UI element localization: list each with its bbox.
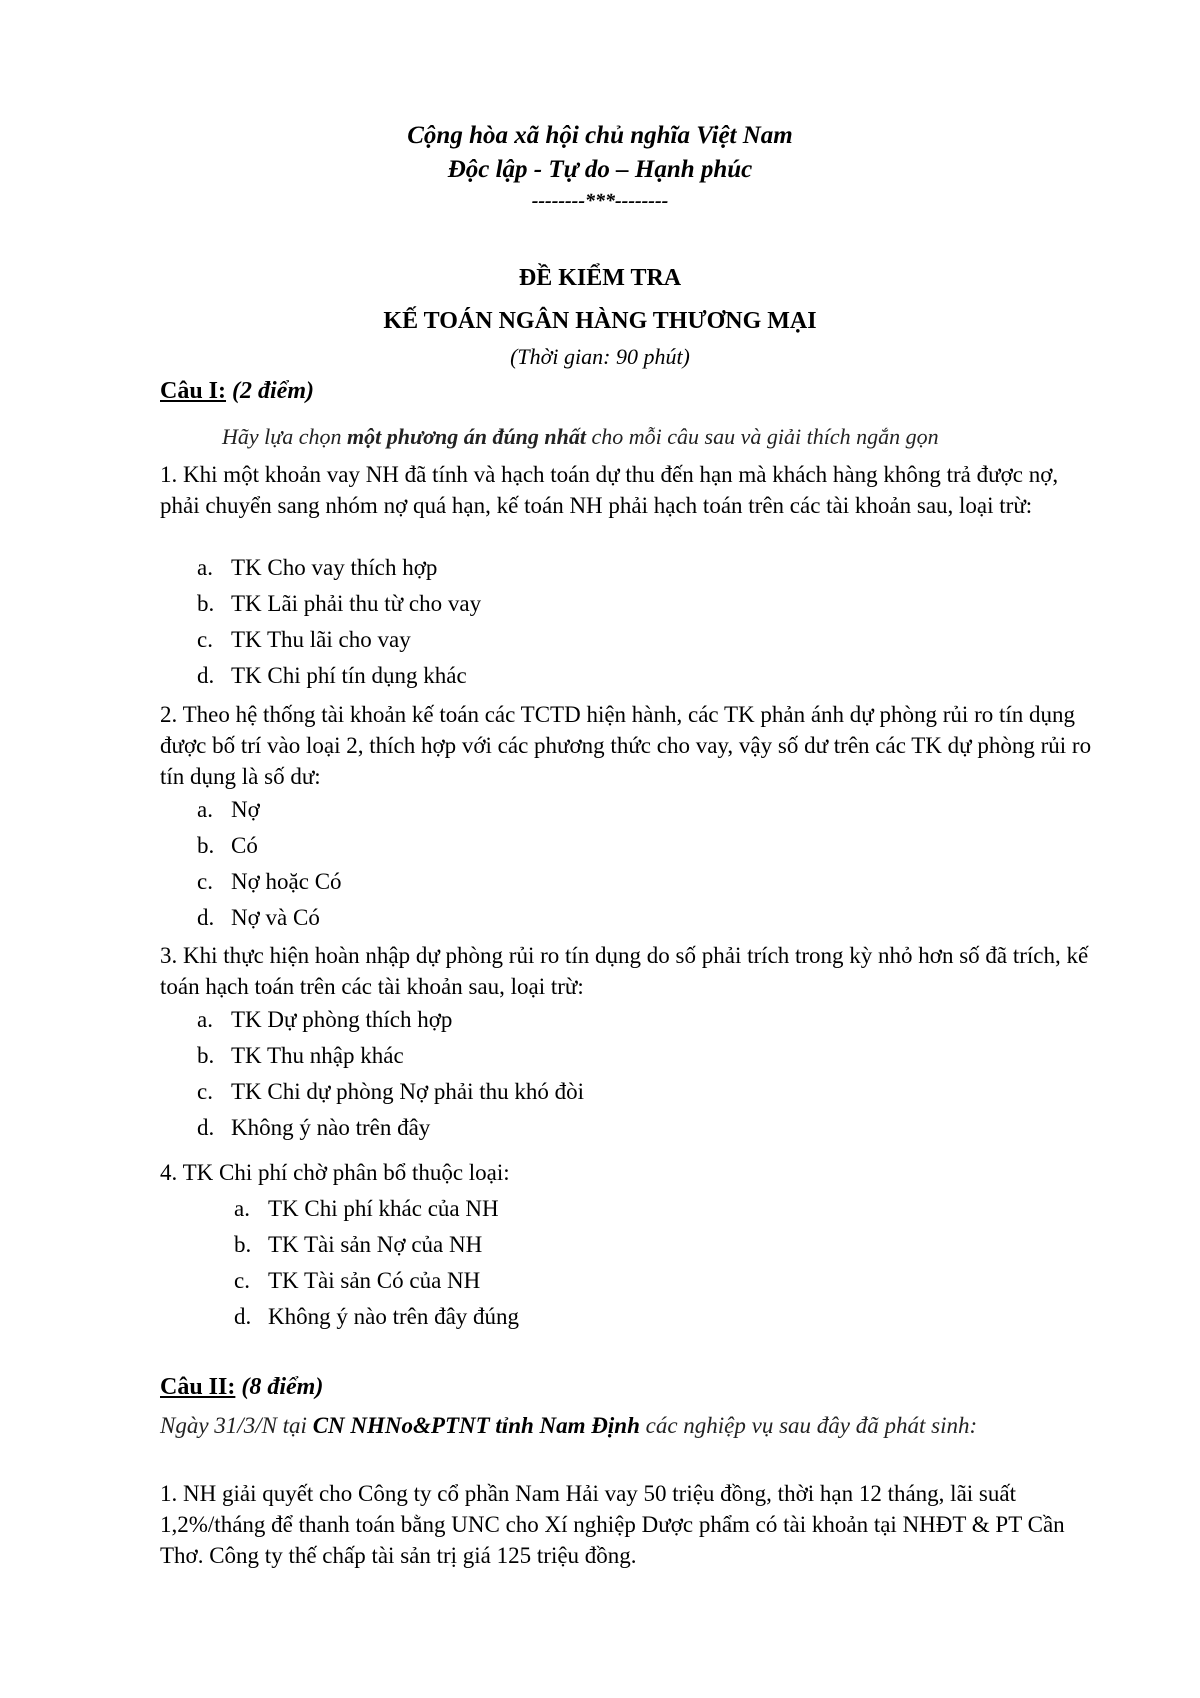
section1-instruction — [222, 424, 939, 450]
section2-points: (8 điểm) — [241, 1374, 324, 1400]
question-1: 1. Khi một khoản vay NH đã tính và hạch toán dự thu đến hạn mà khách hàng không trả được nợ, phải chuyển sang nhóm nợ quá hạn, kế toán NH phải hạch toán trên các tài khoản sau, loại trừ: — [160, 462, 1059, 518]
option-letter: b. — [197, 1043, 215, 1068]
q4-option-a — [234, 1193, 499, 1224]
option-text: TK Thu lãi cho vay — [231, 627, 411, 652]
section1-label: Câu I: — [160, 378, 227, 404]
exam-subject: KẾ TOÁN NGÂN HÀNG THƯƠNG MẠI — [383, 308, 817, 334]
instruction-bold: một phương án đúng nhất — [347, 424, 587, 449]
option-letter: a. — [197, 1007, 213, 1032]
section2-item-1: 1. NH giải quyết cho Công ty cổ phần Nam Hải vay 50 triệu đồng, thời hạn 12 tháng, lãi suất 1,2%/tháng để thanh toán bằng UNC cho Xí nghiệp Dược phẩm có tài khoản tại NHĐT & PT Cần Thơ. Công ty thế chấp tài sản trị giá 125 triệu đồng. — [160, 1481, 1065, 1568]
option-letter: b. — [197, 833, 215, 858]
q1-option-d — [197, 660, 467, 691]
option-text: Nợ và Có — [231, 905, 320, 930]
option-text: TK Tài sản Có của NH — [268, 1268, 481, 1293]
q3-option-b — [197, 1040, 404, 1071]
q4-option-c — [234, 1265, 480, 1296]
section2-label: Câu II: — [160, 1374, 236, 1400]
q2-option-a — [197, 794, 260, 825]
question-3: 3. Khi thực hiện hoàn nhập dự phòng rủi ro tín dụng do số phải trích trong kỳ nhỏ hơn số đã trích, kế toán hạch toán trên các tài khoản sau, loại trừ: — [160, 943, 1089, 999]
option-letter: c. — [197, 869, 213, 894]
option-text: Nợ hoặc Có — [231, 869, 342, 894]
option-letter: b. — [197, 591, 215, 616]
section2-heading — [160, 1374, 323, 1401]
motto-divider: --------***-------- — [531, 190, 669, 212]
exam-title: ĐỀ KIỂM TRA — [518, 265, 682, 291]
exam-duration: (Thời gian: 90 phút) — [510, 344, 690, 369]
option-letter: c. — [197, 627, 213, 652]
q1-option-b — [197, 588, 481, 619]
option-text: TK Chi phí khác của NH — [268, 1196, 499, 1221]
option-text: TK Dự phòng thích hợp — [231, 1007, 453, 1032]
section1-heading — [160, 378, 314, 405]
q2-option-c — [197, 866, 342, 897]
option-letter: c. — [197, 1079, 213, 1104]
option-letter: d. — [197, 1115, 215, 1140]
option-text: TK Chi phí tín dụng khác — [231, 663, 467, 688]
intro-text-2: các nghiệp vụ sau đây đã phát sinh: — [639, 1413, 978, 1438]
q2-option-b — [197, 830, 258, 861]
option-text: TK Tài sản Nợ của NH — [268, 1232, 483, 1257]
national-motto-line2: Độc lập - Tự do – Hạnh phúc — [447, 156, 753, 183]
q3-option-d — [197, 1112, 430, 1143]
option-letter: d. — [197, 663, 215, 688]
instruction-text-1: Hãy lựa chọn — [222, 424, 348, 449]
option-text: Có — [231, 833, 258, 858]
option-text: TK Thu nhập khác — [231, 1043, 404, 1068]
option-text: TK Cho vay thích hợp — [231, 555, 438, 580]
option-letter: d. — [197, 905, 215, 930]
option-text: Không ý nào trên đây đúng — [268, 1304, 520, 1329]
section1-points: (2 điểm) — [232, 378, 314, 404]
option-letter: b. — [234, 1232, 252, 1257]
option-text: TK Chi dự phòng Nợ phải thu khó đòi — [231, 1079, 585, 1104]
option-letter: a. — [197, 797, 213, 822]
q2-option-d — [197, 902, 320, 933]
intro-text-1: Ngày 31/3/N tại — [160, 1413, 313, 1438]
intro-bold: CN NHNo&PTNT tỉnh Nam Định — [312, 1413, 640, 1438]
option-letter: a. — [197, 555, 213, 580]
option-letter: c. — [234, 1268, 250, 1293]
question-2: 2. Theo hệ thống tài khoản kế toán các TCTD hiện hành, các TK phản ánh dự phòng rủi ro tín dụng được bố trí vào loại 2, thích hợp với các phương thức cho vay, vậy số dư trên các TK dự phòng rủi ro tín dụng là số dư: — [160, 702, 1092, 789]
section2-intro — [160, 1410, 1095, 1441]
q1-option-c — [197, 624, 411, 655]
option-text: Không ý nào trên đây — [231, 1115, 431, 1140]
option-text: Nợ — [231, 797, 260, 822]
instruction-text-2: cho mỗi câu sau và giải thích ngắn gọn — [586, 424, 939, 449]
q3-option-a — [197, 1004, 452, 1035]
q3-option-c — [197, 1076, 584, 1107]
q1-option-a — [197, 552, 437, 583]
q4-option-d — [234, 1301, 519, 1332]
option-letter: a. — [234, 1196, 250, 1221]
national-motto-line1: Cộng hòa xã hội chủ nghĩa Việt Nam — [407, 122, 793, 149]
q4-option-b — [234, 1229, 482, 1260]
option-letter: d. — [234, 1304, 252, 1329]
option-text: TK Lãi phải thu từ cho vay — [231, 591, 482, 616]
question-4: 4. TK Chi phí chờ phân bổ thuộc loại: — [160, 1160, 510, 1185]
